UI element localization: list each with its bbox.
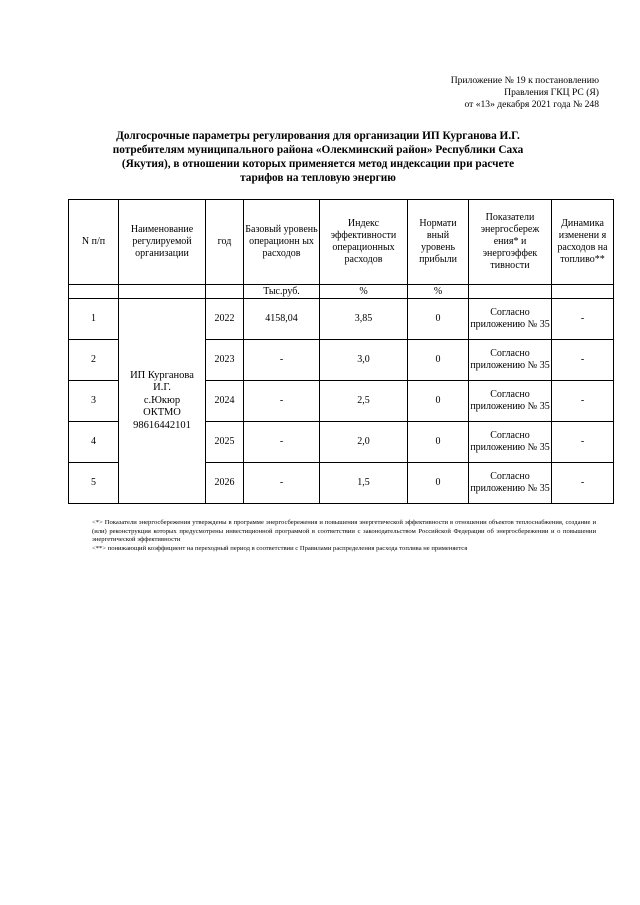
unit-profit: %	[408, 285, 469, 299]
parameters-table	[68, 199, 614, 504]
org-line-3: с.Юкюр	[143, 394, 181, 406]
footnotes	[92, 519, 596, 553]
row-base: 4158,04	[244, 299, 320, 340]
unit-base: Тыс.руб.	[244, 285, 320, 299]
row-year: 2022	[206, 299, 244, 340]
row-year: 2025	[206, 422, 244, 463]
row-profit: 0	[408, 340, 469, 381]
row-num: 4	[69, 422, 119, 463]
row-year: 2024	[206, 381, 244, 422]
row-num: 5	[69, 463, 119, 504]
organization-cell	[119, 299, 206, 504]
row-profit: 0	[408, 422, 469, 463]
org-line-4: ОКТМО	[143, 407, 181, 419]
appendix-line-2: Правления ГКЦ РС (Я)	[504, 87, 599, 98]
org-line-1: ИП Курганова	[130, 369, 194, 381]
appendix-reference	[451, 75, 599, 111]
row-fuel: -	[552, 422, 614, 463]
header-base-opex: Базовый уровень операционн ых расходов	[244, 200, 320, 285]
header-fuel-dynamics: Динамика изменени я расходов на топливо**	[552, 200, 614, 285]
table-header-row	[69, 200, 614, 285]
row-index: 3,85	[320, 299, 408, 340]
row-index: 2,0	[320, 422, 408, 463]
row-energy: Согласно приложению № 35	[469, 381, 552, 422]
row-year: 2023	[206, 340, 244, 381]
row-fuel: -	[552, 299, 614, 340]
row-index: 1,5	[320, 463, 408, 504]
unit-index: %	[320, 285, 408, 299]
footnote-1: <*> Показатели энергосбережения утверждены в программе энергосбережения и повышения энергетической эффективности в отношении объектов теплоснабжения, создание и (или) реконструкция которых предусмотрены инвестиционной программой в соответствии с законодательством Российской Федерации об энергосбережении и о повышении энергетической эффективности	[92, 519, 596, 544]
row-profit: 0	[408, 299, 469, 340]
row-profit: 0	[408, 463, 469, 504]
row-base: -	[244, 463, 320, 504]
row-num: 2	[69, 340, 119, 381]
footnote-2: <**> понижающий коэффициент на переходный период в соответствии с Правилами распределения расхода топлива не применяется	[92, 544, 468, 552]
row-base: -	[244, 340, 320, 381]
appendix-line-1: Приложение № 19 к постановлению	[450, 75, 599, 86]
row-energy: Согласно приложению № 35	[469, 422, 552, 463]
row-profit: 0	[408, 381, 469, 422]
row-base: -	[244, 381, 320, 422]
row-index: 2,5	[320, 381, 408, 422]
header-energy-saving: Показатели энергосбереж ения* и энергоэффек тивности	[469, 200, 552, 285]
row-base: -	[244, 422, 320, 463]
header-num: N п/п	[69, 200, 119, 285]
appendix-line-3: от «13» декабря 2021 года № 248	[464, 99, 599, 110]
row-num: 1	[69, 299, 119, 340]
document-title: Долгосрочные параметры регулирования для организации ИП Курганова И.Г. потребителям муниципального района «Олекминский район» Республики Саха (Якутия), в отношении которых применяется метод индексации при расчете тарифов на тепловую энергию	[112, 130, 524, 184]
table-units-row	[69, 285, 614, 299]
row-num: 3	[69, 381, 119, 422]
row-energy: Согласно приложению № 35	[469, 463, 552, 504]
row-index: 3,0	[320, 340, 408, 381]
header-efficiency-index: Индекс эффективности операционных расходов	[320, 200, 408, 285]
row-year: 2026	[206, 463, 244, 504]
row-energy: Согласно приложению № 35	[469, 340, 552, 381]
header-profit-level: Нормати вный уровень прибыли	[408, 200, 469, 285]
org-line-5: 98616442101	[133, 419, 191, 431]
table-row	[69, 299, 614, 340]
row-fuel: -	[552, 463, 614, 504]
org-line-2: И.Г.	[153, 382, 171, 394]
header-year: год	[206, 200, 244, 285]
row-fuel: -	[552, 381, 614, 422]
header-organization: Наименование регулируемой организации	[119, 200, 206, 285]
row-energy: Согласно приложению № 35	[469, 299, 552, 340]
row-fuel: -	[552, 340, 614, 381]
